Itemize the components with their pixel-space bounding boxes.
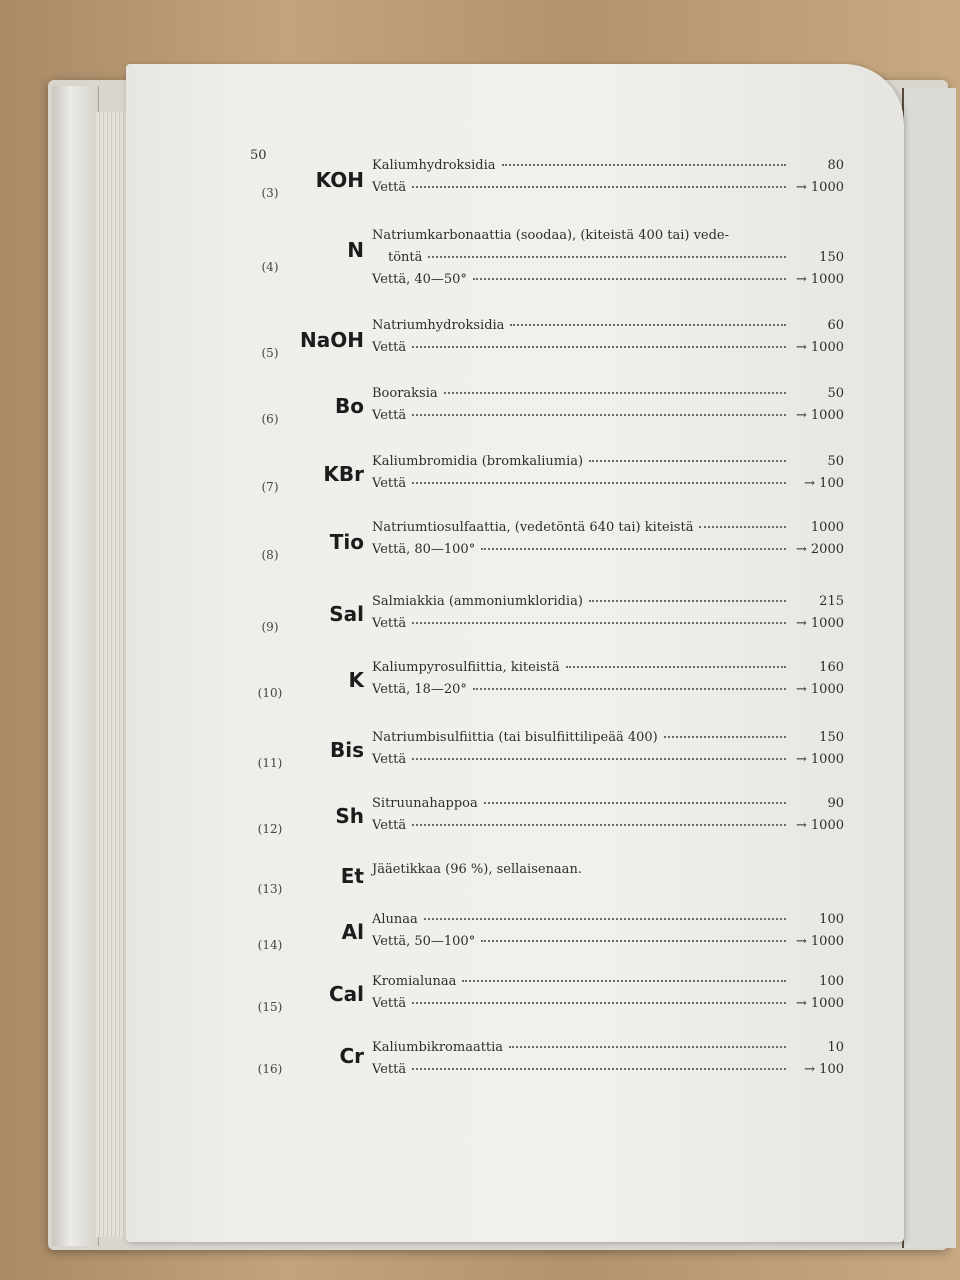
ingredient-amount: → 1000 [795, 752, 844, 767]
entry-number: (12) [257, 822, 283, 836]
ingredient-name: Sitruunahappoa [372, 796, 478, 811]
ingredient-name: Vettä, 50—100° [372, 934, 476, 949]
ingredient-name: Alunaa [372, 912, 418, 927]
ingredient-amount: 215 [819, 594, 844, 609]
ingredient-line [372, 158, 844, 178]
leader-dots [510, 323, 786, 326]
ingredient-amount: → 1000 [795, 616, 844, 631]
leader-dots [424, 917, 786, 920]
ingredient-line [372, 228, 844, 248]
entry-number: (11) [257, 756, 283, 770]
solution-abbreviation: Al [341, 920, 364, 944]
solution-abbreviation: N [347, 238, 364, 262]
ingredient-name: Booraksia [372, 386, 438, 401]
ingredient-name: Natriumhydroksidia [372, 318, 505, 333]
leader-dots [502, 163, 787, 166]
leader-dots [462, 979, 786, 982]
leader-dots [589, 599, 786, 602]
ingredient-line [372, 180, 844, 200]
leader-dots [481, 547, 786, 550]
entry-number: (16) [257, 1062, 283, 1076]
leader-dots [566, 665, 786, 668]
ingredient-name: Vettä [372, 996, 407, 1011]
solution-abbreviation: Sh [335, 804, 364, 828]
ingredient-line [372, 318, 844, 338]
ingredient-amount: → 1000 [795, 818, 844, 833]
leader-dots [473, 277, 786, 280]
solution-abbreviation: Et [340, 864, 364, 888]
ingredient-amount: 80 [827, 158, 844, 173]
ingredient-amount: → 100 [804, 476, 844, 491]
ingredient-line [372, 1062, 844, 1082]
ingredient-line [372, 408, 844, 428]
ingredient-amount: 1000 [810, 520, 844, 535]
ingredient-line [388, 250, 844, 270]
leader-dots [412, 413, 786, 416]
solution-abbreviation: K [348, 668, 364, 692]
ingredient-amount: 50 [827, 386, 844, 401]
ingredient-name: Jääetikkaa (96 %), sellaisenaan. [372, 862, 582, 877]
ingredient-amount: 150 [819, 250, 844, 265]
leader-dots [509, 1045, 786, 1048]
entry-number: (14) [257, 938, 283, 952]
ingredient-name: Vettä [372, 818, 407, 833]
ingredient-name: Vettä, 80—100° [372, 542, 476, 557]
ingredient-line [372, 796, 844, 816]
ingredient-amount: → 1000 [795, 934, 844, 949]
facing-page-edge [902, 88, 956, 1248]
ingredient-amount: → 1000 [795, 996, 844, 1011]
ingredient-line [372, 934, 844, 954]
ingredient-line [372, 386, 844, 406]
ingredient-line [372, 594, 844, 614]
solution-abbreviation: Cal [328, 982, 364, 1006]
book-spine [52, 86, 99, 1246]
ingredient-line [372, 996, 844, 1016]
solution-abbreviation: Sal [329, 602, 364, 626]
solution-abbreviation: Cr [339, 1044, 364, 1068]
leader-dots [412, 823, 786, 826]
ingredient-amount: 10 [827, 1040, 844, 1055]
ingredient-line [372, 862, 844, 882]
ingredient-line [372, 476, 844, 496]
leader-dots [412, 345, 786, 348]
leader-dots [484, 801, 786, 804]
entry-number: (9) [261, 620, 279, 634]
ingredient-amount: → 1000 [795, 180, 844, 195]
ingredient-amount: → 1000 [795, 682, 844, 697]
leader-dots [699, 525, 786, 528]
ingredient-amount: 100 [819, 912, 844, 927]
leader-dots [428, 255, 786, 258]
ingredient-line [372, 454, 844, 474]
solution-abbreviation: NaOH [300, 328, 364, 352]
ingredient-line [372, 682, 844, 702]
leader-dots [412, 481, 786, 484]
ingredient-amount: → 1000 [795, 340, 844, 355]
ingredient-name: Vettä [372, 340, 407, 355]
ingredient-amount: 160 [819, 660, 844, 675]
ingredient-amount: 50 [827, 454, 844, 469]
ingredient-name: Vettä, 40—50° [372, 272, 467, 287]
ingredient-amount: 60 [827, 318, 844, 333]
leader-dots [473, 687, 786, 690]
leader-dots [412, 621, 786, 624]
ingredient-name: Vettä [372, 408, 407, 423]
ingredient-name: Kaliumbromidia (bromkaliumia) [372, 454, 584, 469]
ingredient-line [372, 542, 844, 562]
ingredient-name: Vettä [372, 1062, 407, 1077]
entry-number: (13) [257, 882, 283, 896]
ingredient-name: Kaliumpyrosulfiittia, kiteistä [372, 660, 560, 675]
ingredient-line [372, 912, 844, 932]
ingredient-line [372, 340, 844, 360]
ingredient-line [372, 520, 844, 540]
solution-abbreviation: Bo [335, 394, 364, 418]
entry-number: (5) [261, 346, 279, 360]
ingredient-line [372, 616, 844, 636]
ingredient-line [372, 272, 844, 292]
ingredient-name: Vettä, 18—20° [372, 682, 467, 697]
entry-number: (7) [261, 480, 279, 494]
solution-abbreviation: KOH [315, 168, 364, 192]
ingredient-amount: → 1000 [795, 272, 844, 287]
leader-dots [589, 459, 786, 462]
ingredient-amount: 90 [827, 796, 844, 811]
ingredient-amount: 100 [819, 974, 844, 989]
leader-dots [481, 939, 786, 942]
ingredient-name: Vettä [372, 180, 407, 195]
ingredient-amount: → 100 [804, 1062, 844, 1077]
ingredient-name: Natriumkarbonaattia (soodaa), (kiteistä 400 tai) vede- [372, 228, 730, 243]
solution-abbreviation: KBr [323, 462, 364, 486]
ingredient-name: Kaliumbikromaattia [372, 1040, 504, 1055]
entry-number: (3) [261, 186, 279, 200]
ingredient-name: Natriumtiosulfaattia, (vedetöntä 640 tai) kiteistä [372, 520, 694, 535]
ingredient-name: töntä [388, 250, 423, 265]
ingredient-name: Kaliumhydroksidia [372, 158, 496, 173]
ingredient-name: Vettä [372, 476, 407, 491]
entry-number: (4) [261, 260, 279, 274]
leader-dots [412, 1001, 786, 1004]
ingredient-line [372, 752, 844, 772]
ingredient-name: Salmiakkia (ammoniumkloridia) [372, 594, 583, 609]
solution-abbreviation: Bis [329, 738, 364, 762]
leader-dots [412, 1067, 786, 1070]
entry-number: (10) [257, 686, 283, 700]
entry-number: (6) [261, 412, 279, 426]
ingredient-name: Vettä [372, 752, 407, 767]
ingredient-amount: 150 [819, 730, 844, 745]
leader-dots [444, 391, 786, 394]
entry-number: (15) [257, 1000, 283, 1014]
entry-number: (8) [261, 548, 279, 562]
ingredient-line [372, 660, 844, 680]
leader-dots [412, 757, 786, 760]
ingredient-amount: → 1000 [795, 408, 844, 423]
ingredient-name: Kromialunaa [372, 974, 457, 989]
ingredient-name: Natriumbisulfiittia (tai bisulfiittilipeää 400) [372, 730, 658, 745]
page-number: 50 [250, 148, 267, 163]
ingredient-line [372, 730, 844, 750]
solution-abbreviation: Tio [329, 530, 364, 554]
ingredient-line [372, 818, 844, 838]
leader-dots [412, 185, 786, 188]
ingredient-amount: → 2000 [795, 542, 844, 557]
leader-dots [664, 735, 786, 738]
ingredient-name: Vettä [372, 616, 407, 631]
ingredient-line [372, 1040, 844, 1060]
ingredient-line [372, 974, 844, 994]
